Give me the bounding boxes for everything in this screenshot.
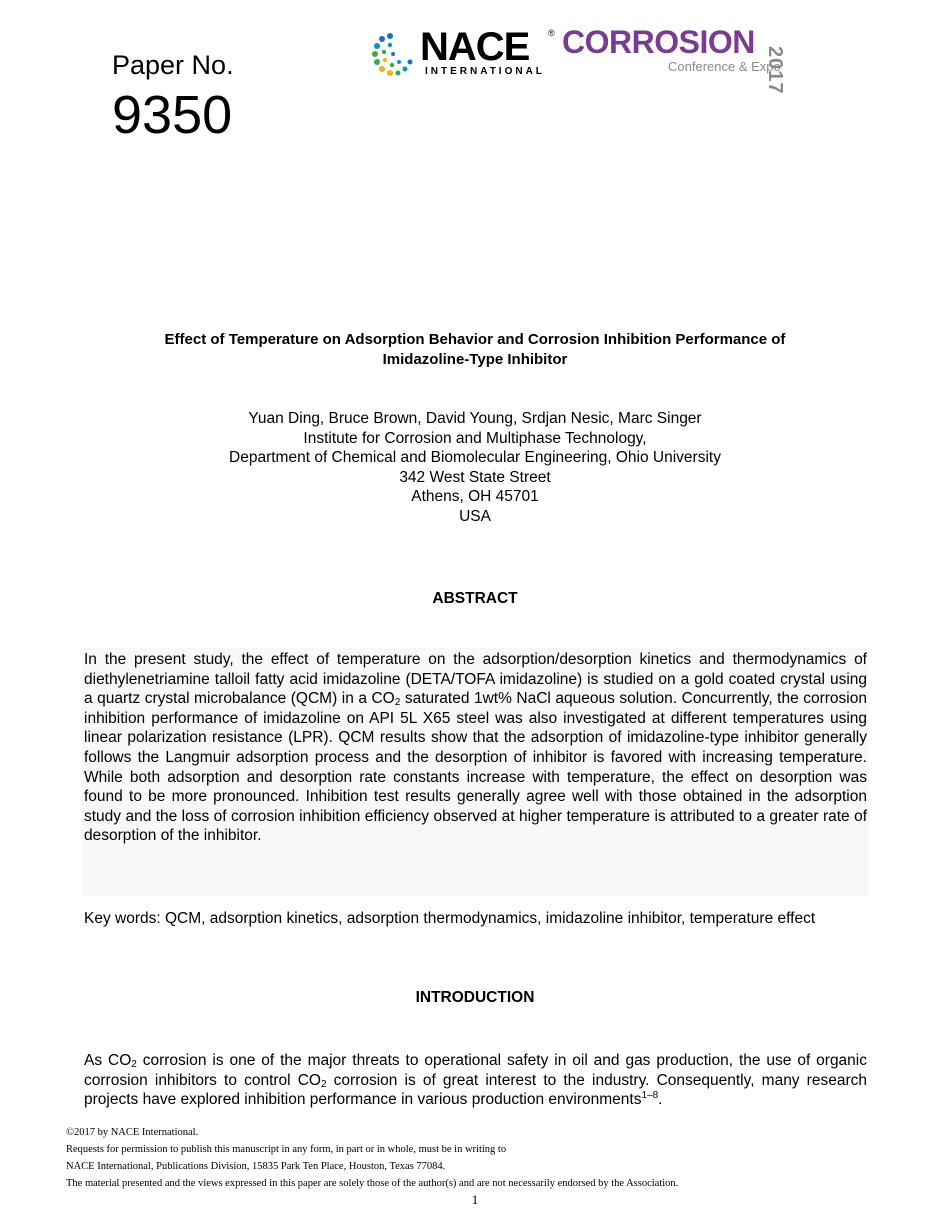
nace-globe-icon: [370, 30, 418, 78]
nace-logo: [370, 25, 555, 80]
address-street: 342 West State Street: [399, 468, 551, 486]
footer-address: NACE International, Publications Division, 15835 Park Ten Place, Houston, Texas 77084.: [66, 1161, 446, 1172]
author-names: Yuan Ding, Bruce Brown, David Young, Srdjan Nesic, Marc Singer: [248, 410, 702, 427]
copyright-footer: [66, 1124, 886, 1192]
author-block: [80, 409, 870, 527]
corrosion-wordmark: CORROSION: [562, 24, 755, 60]
paper-title: [80, 330, 870, 370]
title-line-2: Imidazoline-Type Inhibitor: [382, 351, 568, 368]
introduction-body: As $CO_2$ corrosion is one of the major threats to operational safety in oil and gas production, the use of organic corrosion inhibitors to control $CO_2$ corrosion is of great interest to the industry. Consequently, many research projects have explored inhibition performance in various production environments$^{1-8}$.: [84, 1052, 867, 1109]
nace-subtitle: INTERNATIONAL: [425, 66, 545, 77]
conference-expo-label: Conference & Expo: [668, 59, 781, 74]
footer-permission: Requests for permission to publish this manuscript in any form, in part or in whole, must be in writing to: [66, 1144, 507, 1155]
nace-wordmark: NACE: [420, 25, 530, 69]
page-number: 1: [471, 1192, 479, 1207]
conference-year: 2017: [764, 46, 786, 95]
paper-number-label: Paper No.: [112, 50, 234, 80]
paper-number: 9350: [112, 85, 233, 145]
registered-mark: ®: [548, 28, 555, 38]
footer-copyright: ©2017 by NACE International.: [66, 1127, 199, 1138]
abstract-heading: ABSTRACT: [432, 590, 518, 607]
address-country: USA: [459, 507, 491, 525]
affiliation-department: Department of Chemical and Biomolecular Engineering, Ohio University: [229, 449, 721, 467]
affiliation-institute: Institute for Corrosion and Multiphase Technology,: [303, 429, 647, 447]
abstract-body: In the present study, the effect of temperature on the adsorption/desorption kinetics and thermodynamics of diethylenetriamine talloil fatty acid imidazoline (DETA/TOFA imidazoline) is studied on a gold coated crystal using a quartz crystal microbalance (QCM) in a $CO_2$ saturated 1wt% NaCl aqueous solution. Concurrently, the corrosion inhibition performance of imidazoline on API 5L X65 steel was also investigated at different temperatures using linear polarization resistance (LPR). QCM results show that the adsorption of imidazoline-type inhibitor generally follows the Langmuir adsorption process and the desorption of inhibitor is favored with increasing temperature. While both adsorption and desorption rate constants increase with temperature, the effect on desorption was found to be more pronounced. Inhibition test results generally agree well with those obtained in the adsorption study and the loss of corrosion inhibition efficiency observed at higher temperature is attributed to a greater rate of desorption of the inhibitor.: [84, 651, 867, 845]
corrosion-conference-logo: [562, 24, 824, 95]
introduction-heading: INTRODUCTION: [415, 989, 535, 1006]
title-line-1: Effect of Temperature on Adsorption Behavior and Corrosion Inhibition Performance of: [164, 331, 786, 348]
footer-disclaimer: The material presented and the views expressed in this paper are solely those of the author(s) and are not necessarily endorsed by the Association.: [66, 1178, 679, 1189]
citation-superscript: 1–8: [641, 1090, 659, 1102]
keywords: Key words: QCM, adsorption kinetics, adsorption thermodynamics, imidazoline inhibitor, temperature effect: [84, 910, 816, 927]
address-city: Athens, OH 45701: [411, 488, 539, 506]
